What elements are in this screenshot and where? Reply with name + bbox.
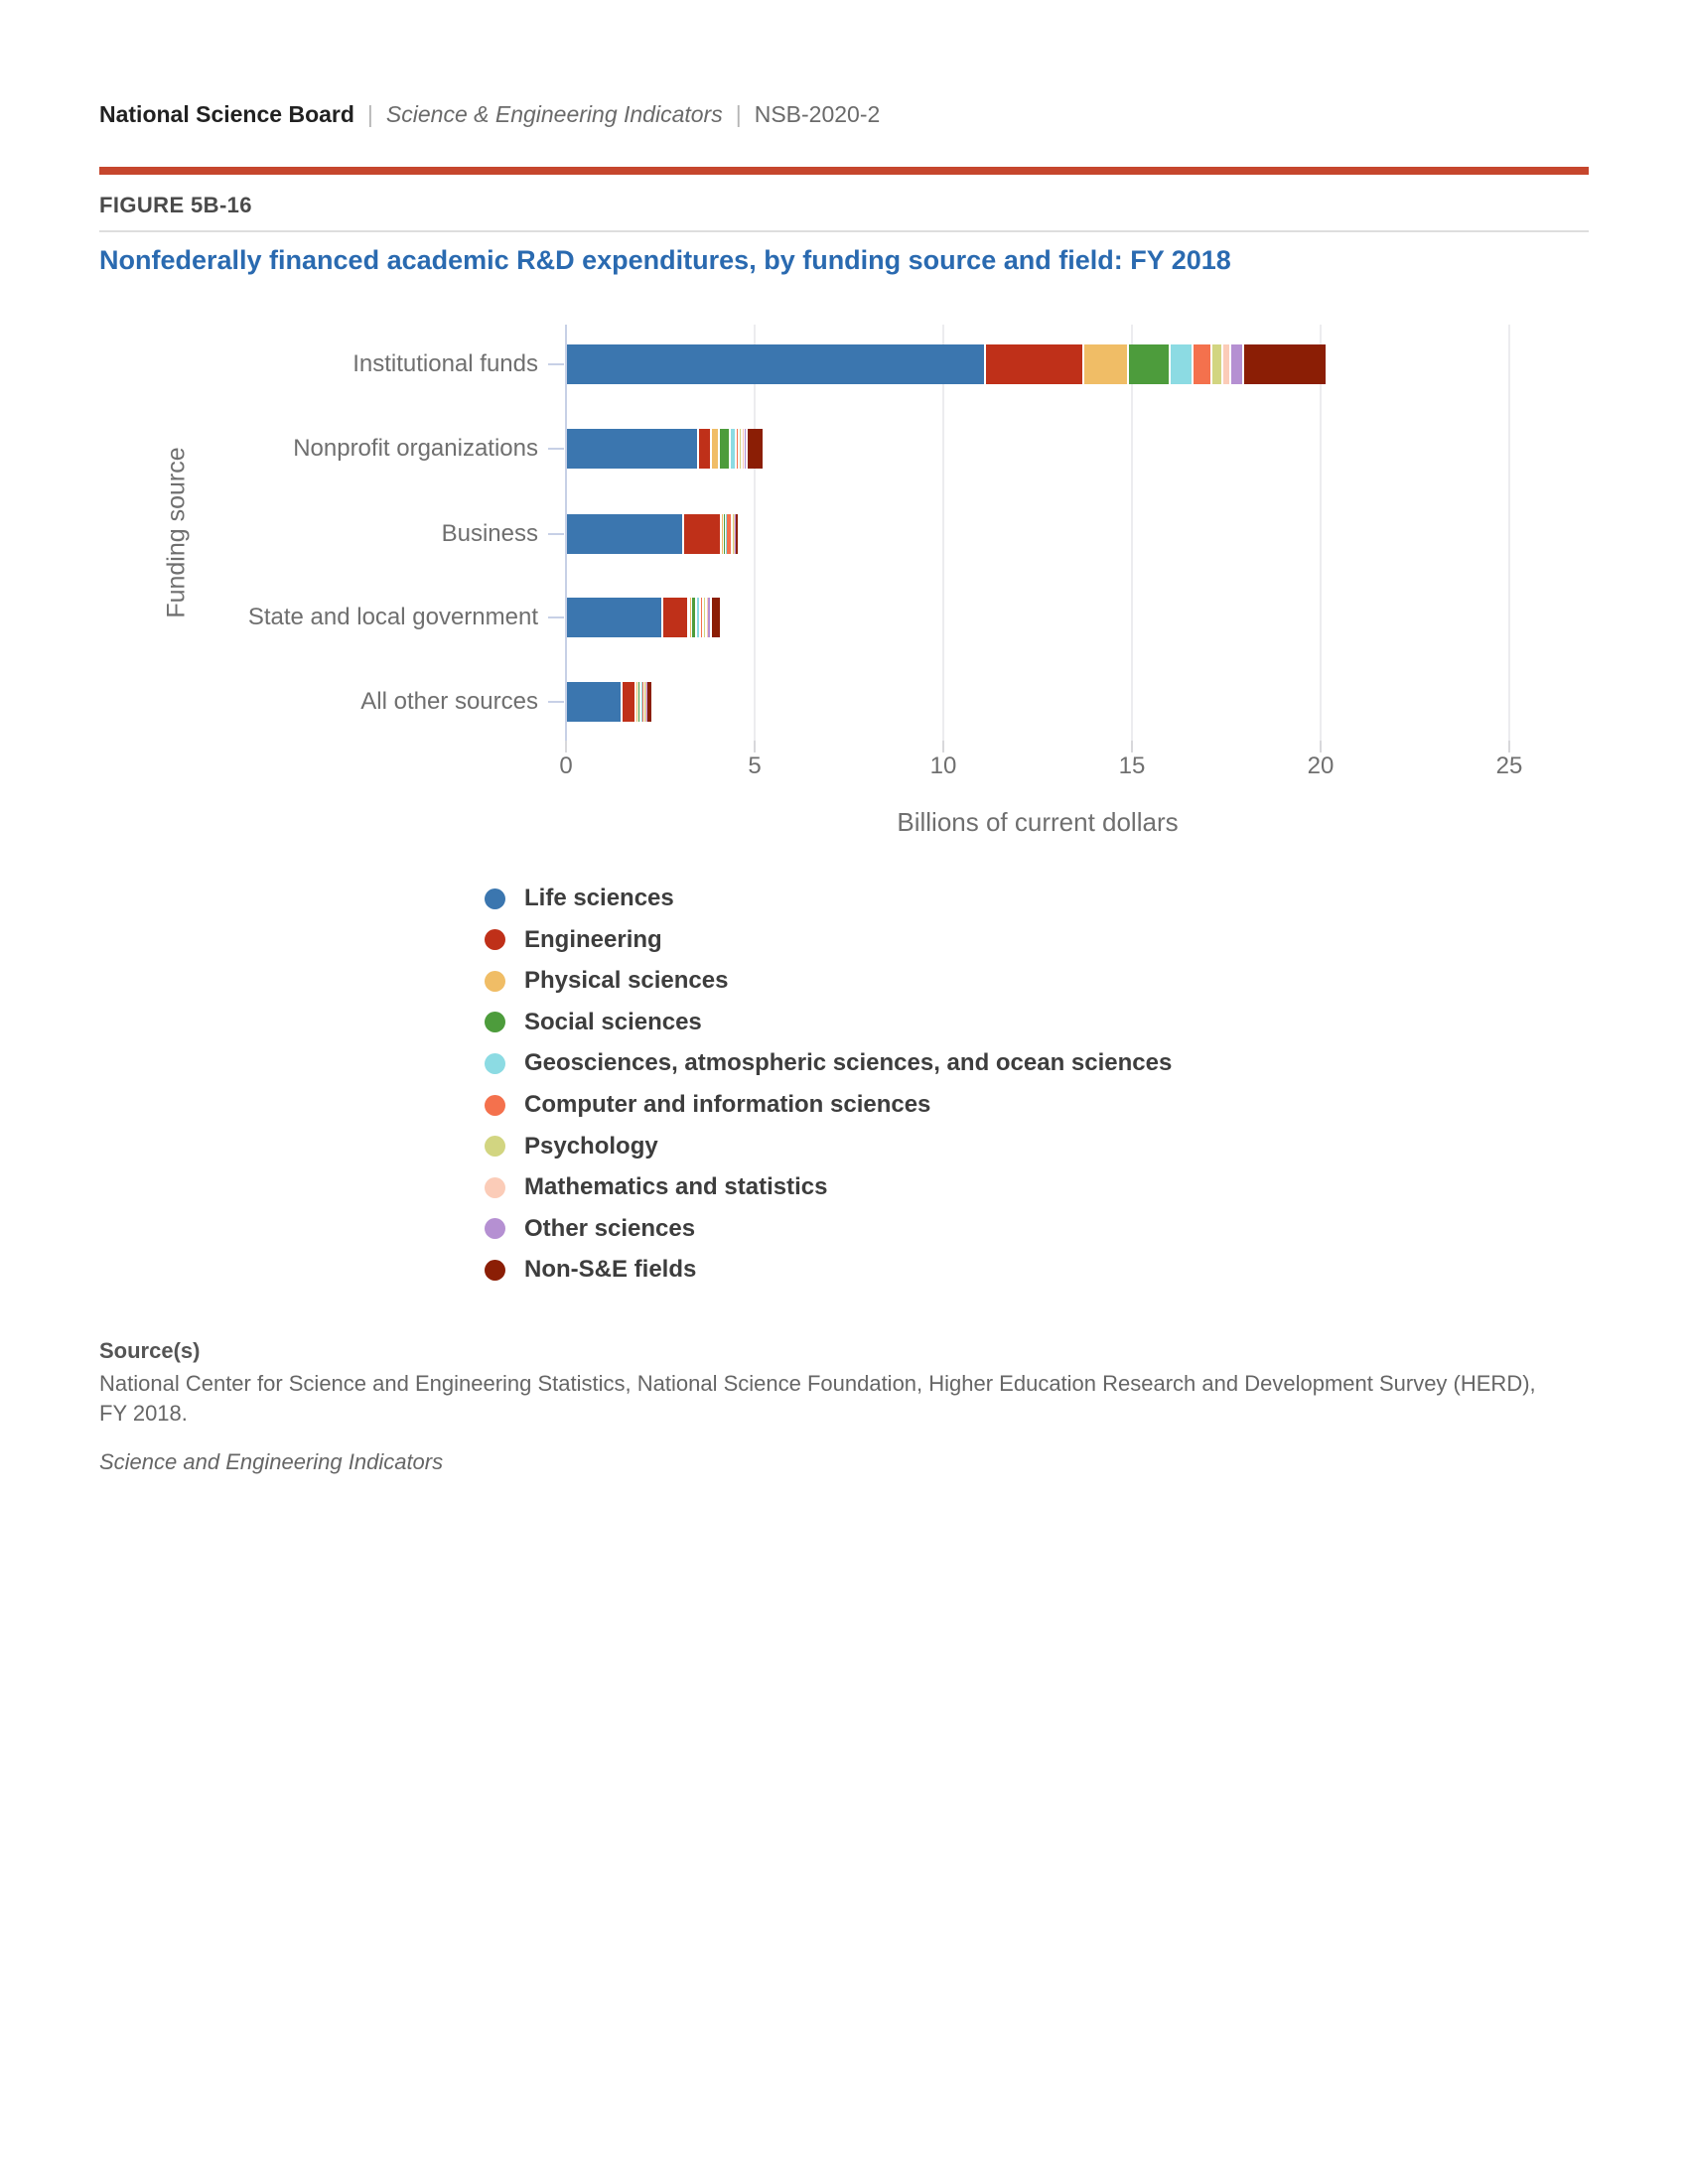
bar-segment[interactable] bbox=[642, 682, 643, 722]
legend-swatch-icon bbox=[485, 1053, 505, 1074]
bar-segment[interactable] bbox=[1244, 344, 1326, 384]
gridline bbox=[942, 325, 944, 741]
x-tick-label: 15 bbox=[1118, 752, 1146, 779]
source-text: National Center for Science and Engineering Statistics, National Science Foundation, Higher Education Research and Development Survey (HERD), FY 2018. bbox=[99, 1371, 1536, 1426]
bar-segment[interactable] bbox=[692, 598, 695, 637]
category-label: All other sources bbox=[360, 688, 538, 715]
bar-segment[interactable] bbox=[701, 598, 702, 637]
legend-item[interactable] bbox=[485, 1007, 702, 1038]
legend-label: Mathematics and statistics bbox=[524, 1173, 828, 1201]
gridline bbox=[754, 325, 756, 741]
legend-label: Computer and information sciences bbox=[524, 1091, 931, 1118]
legend-item[interactable] bbox=[485, 1131, 658, 1162]
legend-label: Social sciences bbox=[524, 1008, 702, 1035]
y-axis-tick bbox=[548, 363, 564, 365]
bar-segment[interactable] bbox=[745, 429, 746, 469]
bar-segment[interactable] bbox=[1129, 344, 1169, 384]
bar-segment[interactable] bbox=[722, 514, 723, 554]
bar-segment[interactable] bbox=[708, 598, 710, 637]
y-axis-tick bbox=[548, 701, 564, 703]
bar-segment[interactable] bbox=[636, 682, 637, 722]
bar-segment[interactable] bbox=[743, 429, 744, 469]
bar-segment[interactable] bbox=[1212, 344, 1221, 384]
legend-swatch-icon bbox=[485, 888, 505, 909]
legend-label: Engineering bbox=[524, 925, 662, 953]
separator: | bbox=[366, 101, 373, 127]
bar-segment[interactable] bbox=[1171, 344, 1192, 384]
bar-segment[interactable] bbox=[663, 598, 688, 637]
legend-swatch-icon bbox=[485, 1260, 505, 1281]
x-axis-tick bbox=[1320, 741, 1322, 752]
report-id: NSB-2020-2 bbox=[754, 101, 881, 127]
legend-item[interactable] bbox=[485, 1254, 696, 1286]
x-axis-tick bbox=[565, 741, 567, 752]
legend-item[interactable] bbox=[485, 1213, 695, 1245]
legend-swatch-icon bbox=[485, 971, 505, 992]
bar-segment[interactable] bbox=[638, 682, 639, 722]
bar-segment[interactable] bbox=[684, 514, 720, 554]
bar-segment[interactable] bbox=[737, 429, 738, 469]
y-axis-tick bbox=[548, 448, 564, 450]
x-axis-tick bbox=[754, 741, 756, 752]
y-axis-title: Funding source bbox=[162, 447, 191, 618]
bar-segment[interactable] bbox=[567, 429, 697, 469]
source-footer: Science and Engineering Indicators bbox=[99, 1449, 444, 1474]
legend-label: Other sciences bbox=[524, 1214, 696, 1242]
report-header bbox=[99, 101, 880, 128]
bar-segment[interactable] bbox=[1223, 344, 1229, 384]
x-axis-tick bbox=[1131, 741, 1133, 752]
legend-swatch-icon bbox=[485, 1177, 505, 1198]
x-tick-label: 0 bbox=[559, 752, 573, 779]
bar-segment[interactable] bbox=[567, 598, 661, 637]
legend-item[interactable] bbox=[485, 965, 728, 997]
gridline bbox=[1320, 325, 1322, 741]
bar-segment[interactable] bbox=[712, 429, 718, 469]
bar-segment[interactable] bbox=[712, 598, 720, 637]
legend-item[interactable] bbox=[485, 1047, 1172, 1079]
category-label: Institutional funds bbox=[352, 350, 538, 377]
separator: | bbox=[735, 101, 742, 127]
figure-title: Nonfederally financed academic R&D expenditures, by funding source and field: FY 2018 bbox=[99, 245, 1231, 275]
publication-name: Science & Engineering Indicators bbox=[385, 101, 723, 127]
category-label: State and local government bbox=[247, 604, 538, 630]
x-axis-tick bbox=[1508, 741, 1510, 752]
bar-segment[interactable] bbox=[704, 598, 705, 637]
legend-swatch-icon bbox=[485, 929, 505, 950]
bar-segment[interactable] bbox=[567, 344, 984, 384]
bar-segment[interactable] bbox=[724, 514, 725, 554]
legend-item[interactable] bbox=[485, 924, 662, 956]
x-tick-label: 20 bbox=[1307, 752, 1335, 779]
x-axis-title: Billions of current dollars bbox=[897, 807, 1179, 837]
legend-item[interactable] bbox=[485, 1089, 930, 1121]
divider-line bbox=[99, 230, 1589, 232]
legend-item[interactable] bbox=[485, 883, 674, 914]
bar-segment[interactable] bbox=[986, 344, 1082, 384]
x-tick-label: 25 bbox=[1495, 752, 1523, 779]
bar-segment[interactable] bbox=[740, 429, 742, 469]
bar-segment[interactable] bbox=[623, 682, 634, 722]
legend-label: Physical sciences bbox=[524, 967, 729, 995]
legend-label: Life sciences bbox=[524, 885, 674, 911]
legend-swatch-icon bbox=[485, 1095, 505, 1116]
legend-label: Psychology bbox=[524, 1132, 658, 1160]
bar-segment[interactable] bbox=[646, 682, 647, 722]
legend-swatch-icon bbox=[485, 1218, 505, 1239]
bar-segment[interactable] bbox=[1194, 344, 1210, 384]
bar-segment[interactable] bbox=[641, 682, 642, 722]
legend-label: Non-S&E fields bbox=[524, 1256, 697, 1284]
accent-rule bbox=[99, 167, 1589, 175]
bar-segment[interactable] bbox=[567, 682, 621, 722]
bar-segment[interactable] bbox=[720, 429, 729, 469]
bar-segment[interactable] bbox=[736, 514, 738, 554]
bar-segment[interactable] bbox=[727, 514, 731, 554]
legend-swatch-icon bbox=[485, 1136, 505, 1157]
bar-segment[interactable] bbox=[690, 598, 691, 637]
bar-segment[interactable] bbox=[647, 682, 651, 722]
legend-item[interactable] bbox=[485, 1171, 827, 1203]
bar-segment[interactable] bbox=[731, 429, 735, 469]
legend-swatch-icon bbox=[485, 1012, 505, 1032]
bar-segment[interactable] bbox=[697, 598, 700, 637]
bar-segment[interactable] bbox=[1231, 344, 1242, 384]
source-heading: Source(s) bbox=[99, 1338, 201, 1363]
legend-label: Geosciences, atmospheric sciences, and ocean sciences bbox=[524, 1049, 1173, 1077]
gridline bbox=[1131, 325, 1133, 741]
bar-segment[interactable] bbox=[699, 429, 710, 469]
x-tick-label: 10 bbox=[929, 752, 957, 779]
brand-name: National Science Board bbox=[99, 101, 354, 127]
bar-segment[interactable] bbox=[1084, 344, 1128, 384]
bar-segment[interactable] bbox=[567, 514, 682, 554]
category-label: Business bbox=[441, 520, 538, 547]
x-tick-label: 5 bbox=[748, 752, 762, 779]
category-label: Nonprofit organizations bbox=[293, 435, 538, 462]
figure-number: FIGURE 5B-16 bbox=[99, 193, 252, 217]
x-axis-tick bbox=[942, 741, 944, 752]
bar-segment[interactable] bbox=[748, 429, 763, 469]
y-axis-tick bbox=[548, 616, 564, 618]
y-axis-tick bbox=[548, 533, 564, 535]
gridline bbox=[1508, 325, 1510, 741]
